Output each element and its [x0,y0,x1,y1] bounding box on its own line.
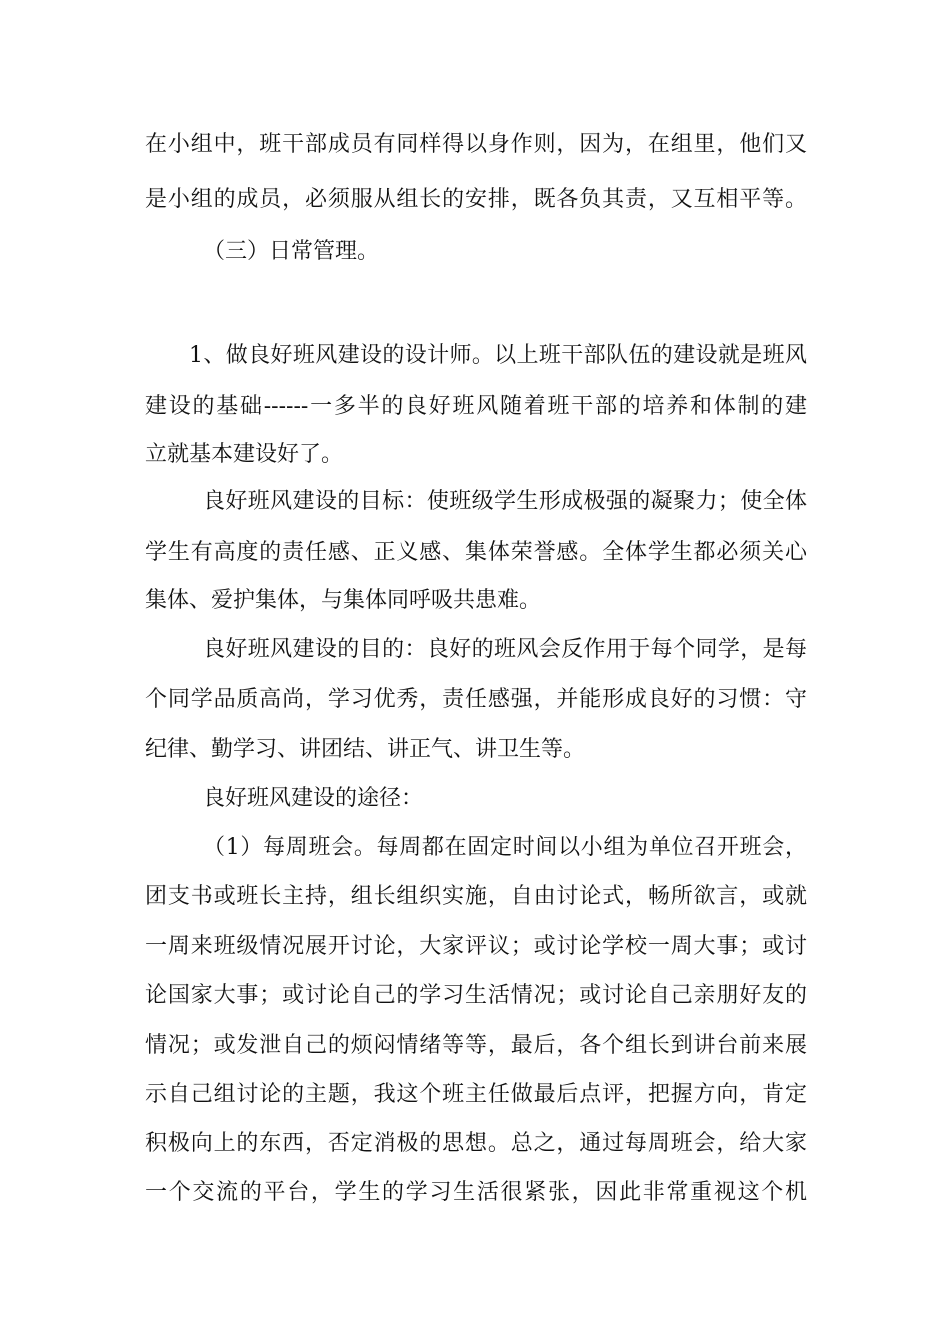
paragraph-line-2: 是小组的成员，必须服从组长的安排，既各负其责，又互相平等。 [145,187,807,212]
paragraph-line-13: 良好班风建设的途径： [203,786,424,811]
paragraph-line-19: 示自己组讨论的主题，我这个班主任做最后点评，把握方向，肯定 [145,1082,807,1107]
paragraph-line-12: 纪律、勤学习、讲团结、讲正气、讲卫生等。 [145,737,586,762]
paragraph-line-6: 立就基本建设好了。 [145,442,344,467]
paragraph-line-11: 个同学品质高尚，学习优秀，责任感强，并能形成良好的习惯：守 [145,687,807,712]
paragraph-line-14: （1）每周班会。每周都在固定时间以小组为单位召开班会， [203,835,807,860]
paragraph-line-8: 学生有高度的责任感、正义感、集体荣誉感。全体学生都必须关心 [145,540,807,565]
paragraph-line-1: 在小组中，班干部成员有同样得以身作则，因为，在组里，他们又 [145,132,807,157]
paragraph-line-20: 积极向上的东西，否定消极的思想。总之，通过每周班会，给大家 [145,1131,807,1156]
paragraph-line-16: 一周来班级情况展开讨论，大家评议；或讨论学校一周大事；或讨 [145,934,807,959]
paragraph-line-4: 1、做良好班风建设的设计师。以上班干部队伍的建设就是班风 [189,343,807,368]
paragraph-line-18: 情况；或发泄自己的烦闷情绪等等，最后，各个组长到讲台前来展 [145,1033,807,1058]
paragraph-line-5: 建设的基础------一多半的良好班风随着班干部的培养和体制的建 [145,394,807,419]
section-heading: （三）日常管理。 [203,239,380,264]
paragraph-line-17: 论国家大事；或讨论自己的学习生活情况；或讨论自己亲朋好友的 [145,983,807,1008]
paragraph-line-9: 集体、爱护集体，与集体同呼吸共患难。 [145,588,542,613]
paragraph-line-15: 团支书或班长主持，组长组织实施，自由讨论式，畅所欲言，或就 [145,884,807,909]
paragraph-line-21: 一个交流的平台，学生的学习生活很紧张，因此非常重视这个机 [145,1180,807,1205]
paragraph-line-10: 良好班风建设的目的：良好的班风会反作用于每个同学，是每 [203,637,807,662]
paragraph-line-7: 良好班风建设的目标：使班级学生形成极强的凝聚力；使全体 [203,489,807,514]
